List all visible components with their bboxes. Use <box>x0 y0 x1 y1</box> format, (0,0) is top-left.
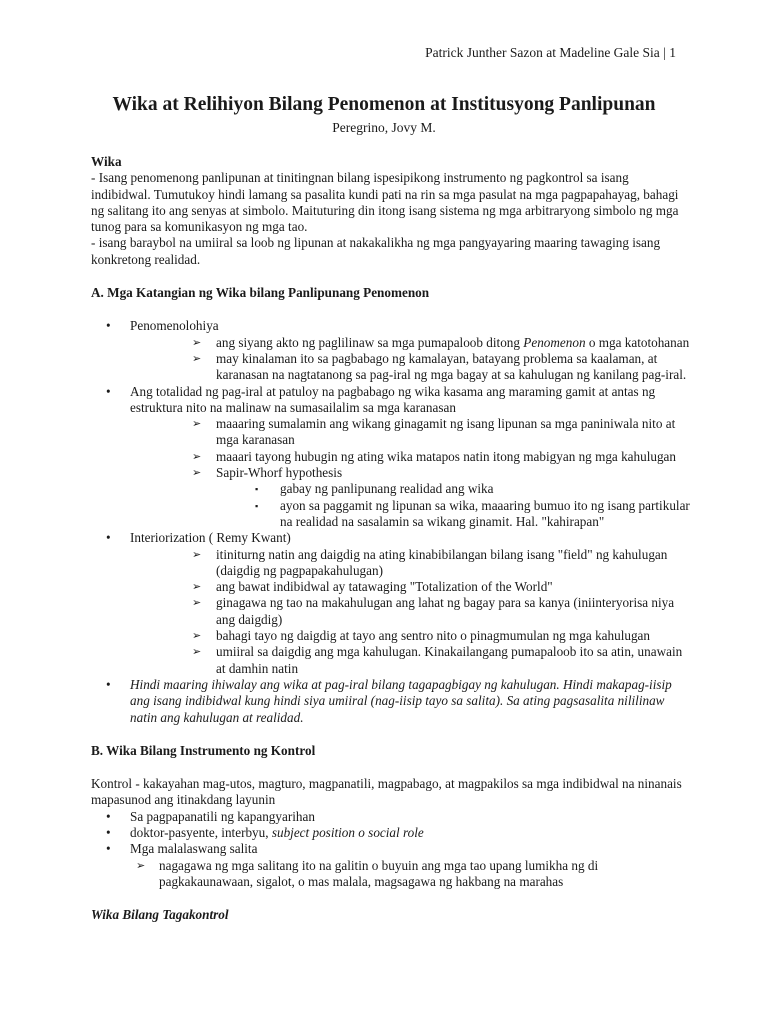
item-text: nagagawa ng mga salitang ito na galitin o buyuin ang mga tao upang lumikha ng di pagkakaunawaan, sigalot, o mas malala, magsagawa ng hakbang na marahas <box>159 857 599 889</box>
arrow-bullet-icon: ➢ <box>192 597 202 610</box>
running-header: Patrick Junther Sazon at Madeline Gale Sia | 1 <box>425 45 676 60</box>
item-text: doktor-pasyente, interbyu, <box>130 824 272 840</box>
author-line: Peregrino, Jovy M. <box>332 120 436 135</box>
arrow-bullet-icon: ➢ <box>192 581 202 594</box>
arrow-bullet-icon: ➢ <box>192 336 202 349</box>
item-text: ang siyang akto ng paglilinaw sa mga pumapaloob ditong <box>216 334 524 350</box>
arrow-bullet-icon: ➢ <box>192 418 202 431</box>
arrow-bullet-icon: ➢ <box>192 630 202 643</box>
arrow-bullet-icon: ➢ <box>192 352 202 365</box>
list-item <box>130 595 691 628</box>
item-text: umiiral sa daigdig ang mga kahulugan. Kinakailangang pumapaloob ito sa atin, unawain at damhin natin <box>216 644 683 676</box>
item-text: ayon sa paggamit ng lipunan sa wika, maaaring bumuo ito ng isang partikular na realidad na sasalamin sa wikang ginamit. Hal. "kahirapan" <box>280 497 690 529</box>
arrow-bullet-icon: ➢ <box>192 548 202 561</box>
item-text: bahagi tayo ng daigdig at tayo ang sentro nito o pinagmumulan ng mga kahulugan <box>216 628 650 644</box>
item-text: o mga katotohanan <box>585 334 690 350</box>
list-item <box>91 384 691 531</box>
list-item <box>130 351 691 384</box>
disc-bullet-icon: • <box>106 676 111 692</box>
item-label: Penomenolohiya <box>130 318 219 334</box>
item-label: Interiorization ( Remy Kwant) <box>130 530 291 546</box>
item-text: ang bawat indibidwal ay tatawaging "Totalization of the World" <box>216 579 553 595</box>
item-text: gabay ng panlipunang realidad ang wika <box>280 481 494 497</box>
list-item <box>130 465 691 530</box>
list-item <box>130 498 691 531</box>
item-text: Hindi maaring ihiwalay ang wika at pag-iral bilang tagapagbigay ng kahulugan. Hindi makapag-iisip ang isang indibidwal kung hindi siya umiiral (nag-iisip tayo sa salita). Sa ating pagsasalita nililinaw natin ang kahulugan at realidad. <box>130 676 672 725</box>
disc-bullet-icon: • <box>106 383 111 399</box>
list-item <box>130 481 691 497</box>
section-a-list <box>91 318 691 725</box>
item-label: Ang totalidad ng pag-iral at patuloy na pagbabago ng wika kasama ang maraming gamit at antas ng estruktura nito na malinaw na sumasailalim sa mga karanasan <box>130 383 656 415</box>
wika-heading: Wika <box>91 154 122 169</box>
list-item <box>130 449 691 465</box>
item-text: maaari tayong hubugin ng ating wika matapos natin itong mabigyan ng mga kahulugan <box>216 448 676 464</box>
item-text: ginagawa ng tao na makahulugan ang lahat ng bagay para sa kanya (iniinteryorisa niya ang daigdig) <box>216 595 675 627</box>
list-item <box>130 416 691 449</box>
arrow-bullet-icon: ➢ <box>136 859 146 872</box>
item-text: Sa pagpapanatili ng kapangyarihan <box>130 808 315 824</box>
wika-definition-1: - Isang penomenong panlipunan at tinitingnan bilang ispesipikong instrumento ng pagkontrol sa isang indibidwal. Tumutukoy hindi lamang sa pasalita kundi pati na rin sa mga pasulat na mga pagpapahayag, bahagi ng salitang ito ang senyas at simbolo. Maituturing din itong isang sistema ng mga arbitraryong simbolo ng mga tunog para sa komunikasyon ng mga tao. <box>91 170 679 235</box>
disc-bullet-icon: • <box>106 841 111 857</box>
item-text: Sapir-Whorf hypothesis <box>216 465 343 481</box>
wika-definition-2: - isang baraybol na umiiral sa loob ng lipunan at nakakalikha ng mga pangyayaring maaring tawaging isang konkretong realidad. <box>91 235 661 267</box>
list-item <box>91 677 691 726</box>
kontrol-definition: Kontrol - kakayahan mag-utos, magturo, magpanatili, magpabago, at magpakilos sa mga indibidwal na ninanais mapasunod ang itinakdang layunin <box>91 776 682 808</box>
penomenon-term: Penomenon <box>523 334 586 350</box>
document-body <box>91 154 691 923</box>
square-bullet-icon: ▪ <box>255 484 259 495</box>
square-bullet-icon: ▪ <box>255 500 259 511</box>
item-text: maaaring sumalamin ang wikang ginagamit ng isang lipunan sa mga paniniwala nito at mga karanasan <box>216 416 676 448</box>
arrow-bullet-icon: ➢ <box>192 646 202 659</box>
disc-bullet-icon: • <box>106 808 111 824</box>
item-text: Mga malalaswang salita <box>130 841 258 857</box>
list-item <box>130 644 691 677</box>
item-text: may kinalaman ito sa pagbabago ng kamalayan, batayang problema sa kaalaman, at karanasan na nagtatanong sa pag-iral ng mga bagay at sa kahulugan ng kanilang pag-iral. <box>216 350 687 383</box>
tagakontrol-heading: Wika Bilang Tagakontrol <box>91 907 229 923</box>
disc-bullet-icon: • <box>106 318 111 334</box>
arrow-bullet-icon: ➢ <box>192 467 202 480</box>
document-title: Wika at Relihiyon Bilang Penomenon at Institusyong Panlipunan <box>112 94 656 115</box>
list-item <box>91 841 691 890</box>
list-item <box>91 809 691 825</box>
item-text: itiniturng natin ang daigdig na ating kinabibilangan bilang isang "field" ng kahulugan (daigdig ng pagpapakahulugan) <box>216 546 668 578</box>
list-item <box>130 335 691 351</box>
disc-bullet-icon: • <box>106 530 111 546</box>
list-item <box>130 547 691 580</box>
list-item <box>91 318 691 383</box>
section-b-heading: B. Wika Bilang Instrumento ng Kontrol <box>91 742 316 758</box>
list-item <box>130 628 691 644</box>
list-item <box>91 825 691 841</box>
list-item <box>130 579 691 595</box>
disc-bullet-icon: • <box>106 824 111 840</box>
list-item <box>91 530 691 677</box>
arrow-bullet-icon: ➢ <box>192 450 202 463</box>
social-role-term: subject position o social role <box>271 824 424 840</box>
section-b-list <box>91 809 691 890</box>
section-a-heading: A. Mga Katangian ng Wika bilang Panlipunang Penomenon <box>91 285 430 301</box>
list-item <box>91 858 691 891</box>
